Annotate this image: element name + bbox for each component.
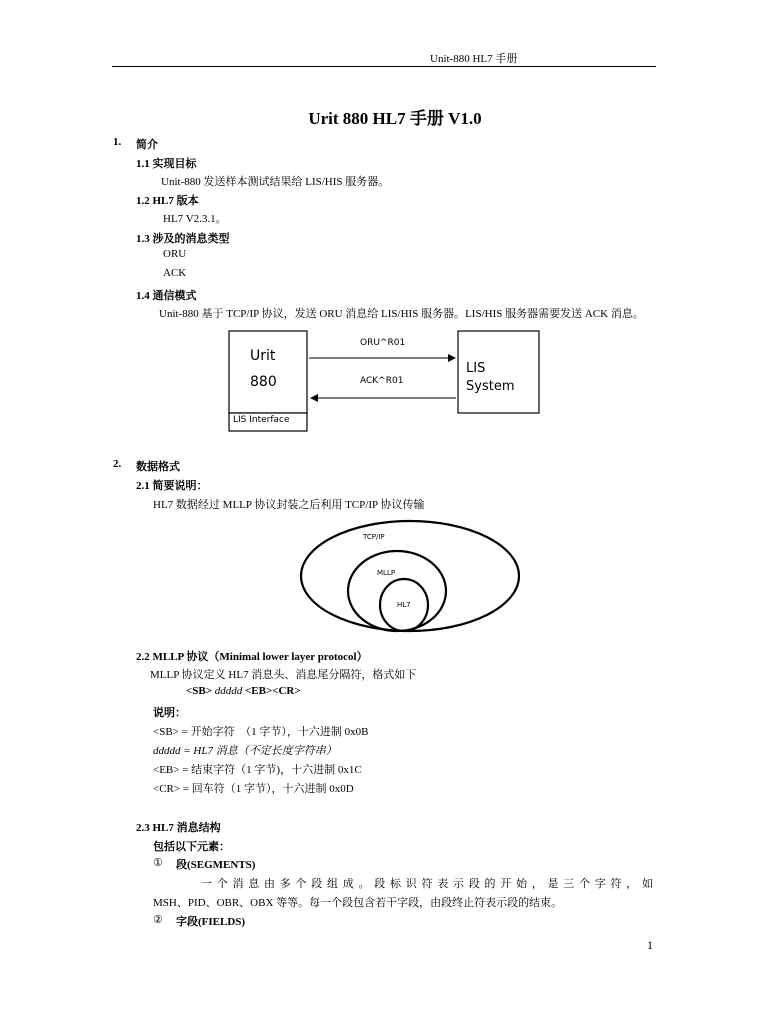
- mllp-format-line: [186, 685, 301, 697]
- item-1-line-1: 一 个 消 息 由 多 个 段 组 成 。 段 标 识 符 表 示 段 的 开 始 ， 是 三 个 字 符 ， 如: [201, 878, 654, 890]
- lis-label-line1: LIS: [466, 361, 486, 376]
- section-2-number: 2.: [113, 458, 122, 470]
- mllp-desc-label: 说明：: [153, 707, 186, 719]
- arrow-ack-label: ACK^R01: [360, 376, 404, 386]
- mllp-desc-cr: <CR> = 回车符（1 字节），十六进制 0x0D: [153, 783, 354, 795]
- tcpip-label: TCP/IP: [363, 533, 385, 541]
- section-2-3-title: 2.3 HL7 消息结构: [136, 822, 221, 834]
- section-1-number: 1.: [113, 136, 122, 148]
- section-2-1-title: 2.1 简要说明：: [136, 480, 208, 492]
- message-type-ack: ACK: [163, 267, 187, 279]
- mllp-desc-data: ddddd = HL7 消息（不定长度字符串）: [153, 745, 337, 757]
- section-1-1-title: 1.1 实现目标: [136, 158, 197, 170]
- section-1-1-text: Unit-880 发送样本测试结果给 LIS/HIS 服务器。: [161, 176, 390, 188]
- item-1-title: 段(SEGMENTS): [176, 859, 256, 871]
- mllp-label: MLLP: [377, 569, 396, 577]
- section-2-2-title: 2.2 MLLP 协议（Minimal lower layer protocol）: [136, 651, 368, 663]
- mllp-ellipse: [348, 551, 446, 631]
- hl7-label: HL7: [397, 601, 411, 609]
- message-type-oru: ORU: [163, 248, 187, 260]
- section-1-2-text: HL7 V2.3.1。: [163, 213, 227, 225]
- device-box: [229, 331, 307, 413]
- section-1-title: 简介: [136, 139, 158, 151]
- section-1-3-title: 1.3 涉及的消息类型: [136, 233, 230, 245]
- mllp-desc-eb: <EB> = 结束字符（1 字节)，十六进制 0x1C: [153, 764, 362, 776]
- section-1-4-text: Unit-880 基于 TCP/IP 协议，发送 ORU 消息给 LIS/HIS 服务器。LIS/HIS 服务器需要发送 ACK 消息。: [159, 308, 644, 320]
- header-rule: [112, 66, 656, 67]
- device-label-line1: Urit: [250, 348, 276, 364]
- page-number: 1: [647, 938, 653, 952]
- device-label-line2: 880: [250, 374, 277, 390]
- section-2-2-intro: MLLP 协议定义 HL7 消息头、消息尾分隔符，格式如下: [150, 669, 417, 681]
- tcpip-ellipse: [301, 521, 519, 631]
- arrow-oru-label: ORU^R01: [360, 338, 406, 348]
- section-2-title: 数据格式: [136, 461, 180, 473]
- format-sb: <SB>: [186, 685, 212, 697]
- section-1-2-title: 1.2 HL7 版本: [136, 195, 199, 207]
- arrow-oru-head: [448, 354, 456, 362]
- section-2-3-intro: 包括以下元素：: [153, 841, 230, 853]
- arrow-ack-head: [310, 394, 318, 402]
- item-2-marker: ②: [153, 914, 163, 926]
- item-1-line-2: MSH、PID、OBR、OBX 等等。每一个段包含若干字段，由段终止符表示段的结束。: [153, 897, 563, 909]
- item-2-title: 字段(FIELDS): [176, 916, 246, 928]
- lis-label-line2: System: [466, 379, 515, 394]
- interface-label: LIS Interface: [233, 415, 290, 425]
- running-header: Unit-880 HL7 手册: [430, 53, 518, 65]
- document-title: Urit 880 HL7 手册 V1.0: [308, 109, 482, 128]
- item-1-marker: ①: [153, 857, 163, 869]
- format-eb-cr: <EB><CR>: [245, 685, 301, 697]
- section-2-1-text: HL7 数据经过 MLLP 协议封装之后利用 TCP/IP 协议传输: [153, 499, 425, 511]
- mllp-desc-sb: <SB> = 开始字符 （1 字节），十六进制 0x0B: [153, 726, 369, 738]
- format-data: ddddd: [214, 685, 243, 697]
- section-1-4-title: 1.4 通信模式: [136, 290, 197, 302]
- protocol-nesting-diagram: [298, 518, 524, 636]
